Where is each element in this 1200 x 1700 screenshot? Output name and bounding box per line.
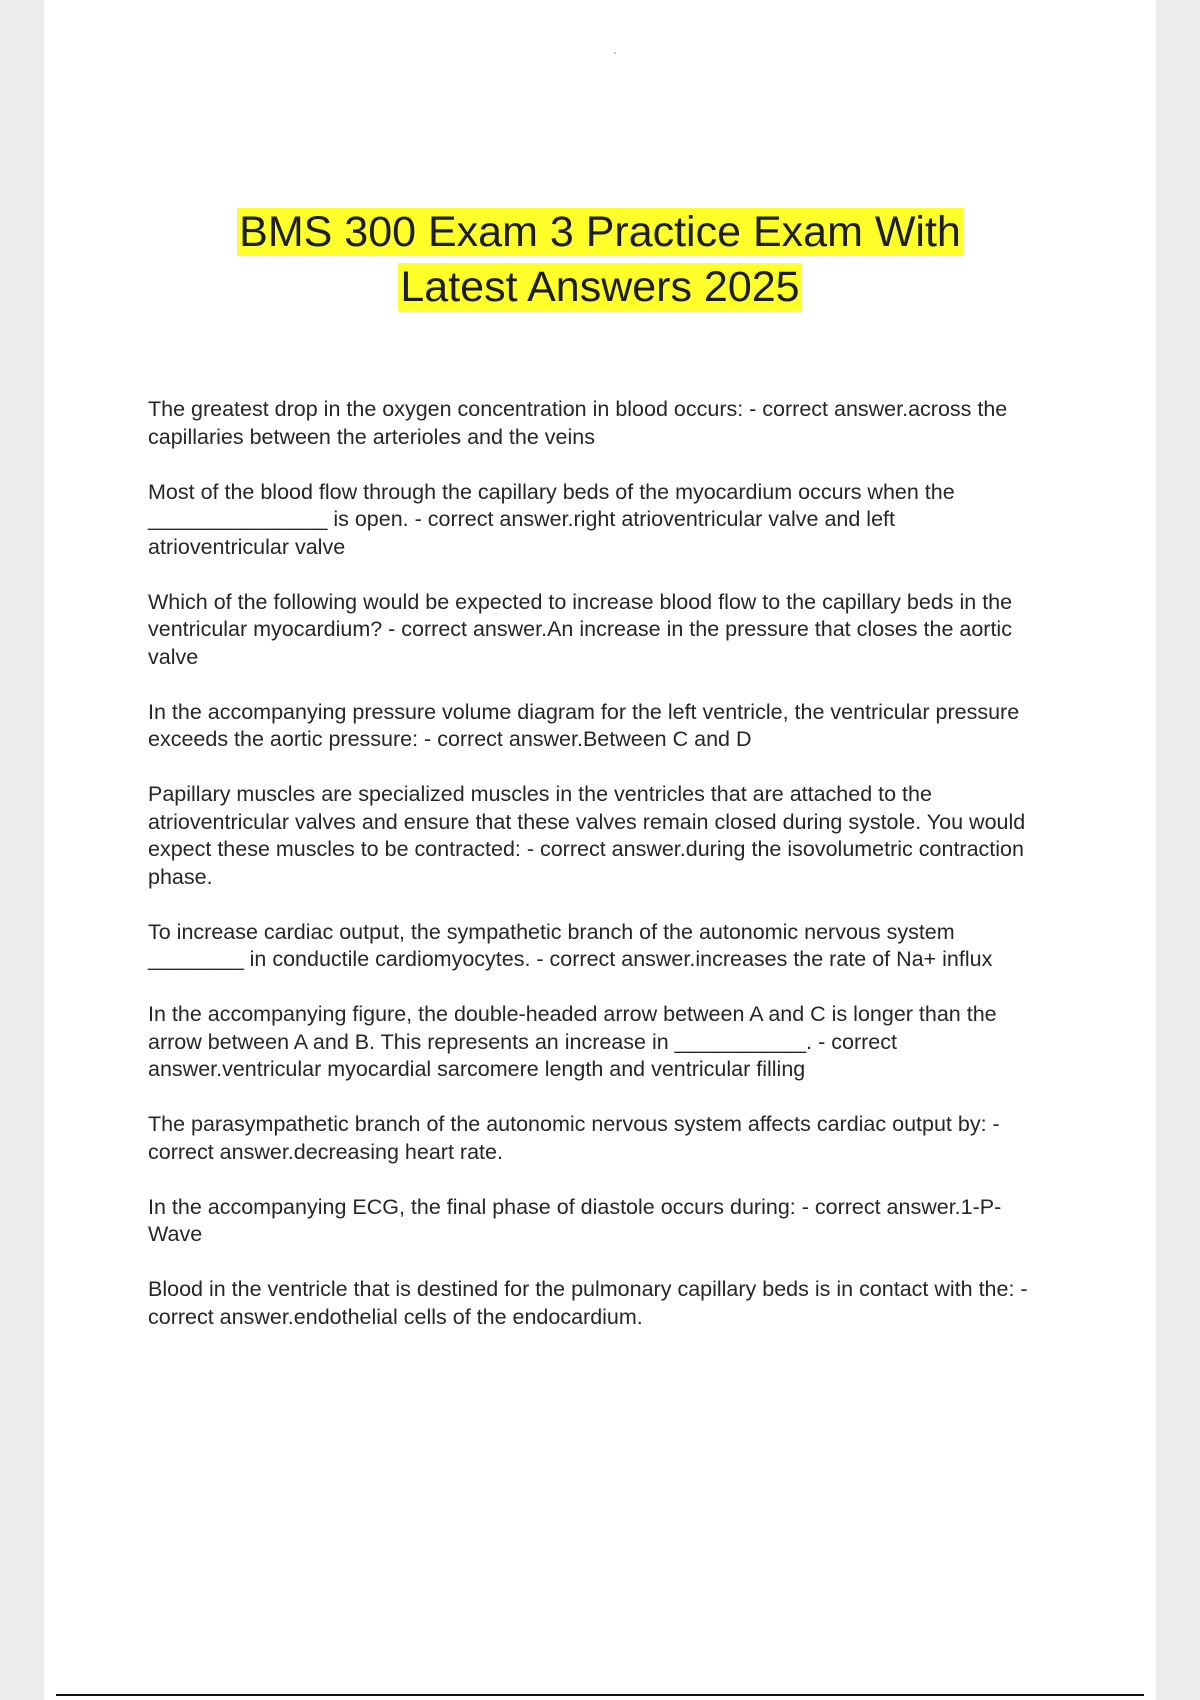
page-bottom-rule bbox=[56, 1694, 1144, 1696]
question-answer-list bbox=[148, 396, 1028, 1359]
title-line-2: Latest Answers 2025 bbox=[400, 262, 800, 311]
qa-item: In the accompanying pressure volume diagram for the left ventricle, the ventricular pressure exceeds the aortic pressure: - correct answer.Between C and D bbox=[148, 699, 1020, 751]
document-page bbox=[44, 0, 1156, 1700]
qa-item: The greatest drop in the oxygen concentration in blood occurs: - correct answer.across the capillaries between the arterioles and the veins bbox=[148, 397, 1008, 449]
qa-item: Blood in the ventricle that is destined for the pulmonary capillary beds is in contact with the: - correct answer.endothelial cells of the endocardium. bbox=[148, 1277, 1028, 1329]
qa-item: The parasympathetic branch of the autonomic nervous system affects cardiac output by: - correct answer.decreasing heart rate. bbox=[148, 1112, 1000, 1164]
qa-item: Which of the following would be expected to increase blood flow to the capillary beds in the ventricular myocardium? - correct answer.An increase in the pressure that closes the aortic valve bbox=[148, 589, 1013, 669]
qa-item: Most of the blood flow through the capillary beds of the myocardium occurs when the _______________ is open. - correct answer.right atrioventricular valve and left atrioventricular valve bbox=[148, 479, 955, 559]
title-line-1: BMS 300 Exam 3 Practice Exam With bbox=[239, 207, 961, 256]
qa-item: In the accompanying figure, the double-headed arrow between A and C is longer than the arrow between A and B. This represents an increase in ___________. - correct answer.ventricular myocardial sarcomere length and ventricular filling bbox=[148, 1002, 997, 1081]
scan-speck bbox=[614, 52, 616, 54]
qa-item: In the accompanying ECG, the final phase of diastole occurs during: - correct answer.1-P-Wave bbox=[148, 1194, 1002, 1246]
page-title bbox=[44, 205, 1156, 315]
qa-item: To increase cardiac output, the sympathetic branch of the autonomic nervous system ________ in conductile cardiomyocytes. - correct answer.increases the rate of Na+ influx bbox=[148, 919, 993, 971]
qa-item: Papillary muscles are specialized muscles in the ventricles that are attached to the atrioventricular valves and ensure that these valves remain closed during systole. You would expect these muscles to be contracted: - correct answer.during the isovolumetric contraction phase. bbox=[148, 782, 1026, 889]
